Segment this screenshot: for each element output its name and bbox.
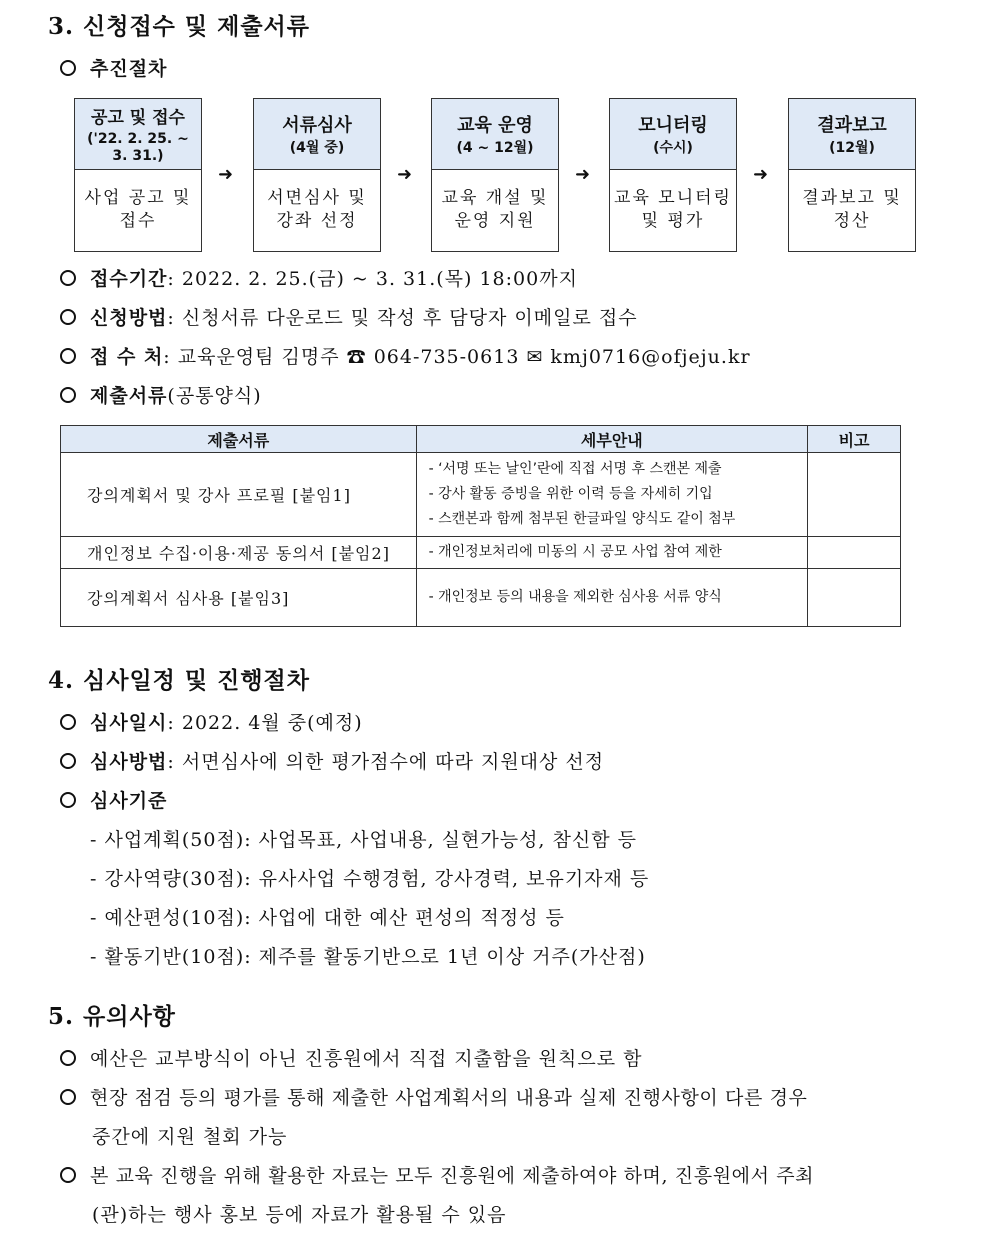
period-line: 접수기간: 2022. 2. 25.(금) ~ 3. 31.(목) 18:00까지 xyxy=(60,264,578,291)
circle-bullet-icon xyxy=(60,309,76,325)
circle-bullet-icon xyxy=(60,792,76,808)
note-item: 예산은 교부방식이 아닌 진흥원에서 직접 지출함을 원칙으로 함 xyxy=(60,1044,642,1071)
criteria-item: - 강사역량(30점): 유사사업 수행경험, 강사경력, 보유기자재 등 xyxy=(90,868,650,890)
circle-bullet-icon xyxy=(60,753,76,769)
circle-bullet-icon xyxy=(60,1167,76,1183)
circle-bullet-icon xyxy=(60,1089,76,1105)
docs-line: 제출서류(공통양식) xyxy=(60,381,262,408)
table-header: 비고 xyxy=(808,426,901,453)
doc-name: 강의계획서 및 강사 프로필 [붙임1] xyxy=(61,453,417,537)
circle-bullet-icon xyxy=(60,714,76,730)
doc-note xyxy=(808,569,901,627)
doc-detail: - ‘서명 또는 날인’란에 직접 서명 후 스캔본 제출 - 강사 활동 증빙을 위한 이력 등을 자세히 기입 - 스캔본과 함께 첨부된 한글파일 양식도 같이 첨부 xyxy=(416,453,808,537)
contact-line: 접 수 처: 교육운영팀 김명주 ☎ 064-735-0613 ✉ kmj0716@ofjeju.kr xyxy=(60,342,751,369)
circle-bullet-icon xyxy=(60,348,76,364)
section-4-title: 4. 심사일정 및 진행절차 xyxy=(48,667,310,694)
procedure-heading: 추진절차 xyxy=(60,54,167,81)
criteria-item: - 활동기반(10점): 제주를 활동기반으로 1년 이상 거주(가산점) xyxy=(90,946,646,968)
table-row xyxy=(61,537,901,569)
doc-note xyxy=(808,453,901,537)
circle-bullet-icon xyxy=(60,60,76,76)
process-step-1: 공고 및 접수 ('22. 2. 25. ~ 3. 31.) 사업 공고 및 접수 xyxy=(74,98,202,252)
criteria-item: - 예산편성(10점): 사업에 대한 예산 편성의 적정성 등 xyxy=(90,907,565,929)
note-item-continuation: (관)하는 행사 홍보 등에 자료가 활용될 수 있음 xyxy=(92,1204,507,1226)
doc-note xyxy=(808,537,901,569)
note-item: 본 교육 진행을 위해 활용한 자료는 모두 진흥원에 제출하여야 하며, 진흥원에서 주최 xyxy=(60,1161,814,1188)
doc-name: 개인정보 수집·이용·제공 동의서 [붙임2] xyxy=(61,537,417,569)
doc-detail: - 개인정보 등의 내용을 제외한 심사용 서류 양식 xyxy=(416,569,808,627)
arrow-right-icon: ➜ xyxy=(218,164,234,185)
table-header-row xyxy=(61,426,901,453)
doc-detail: - 개인정보처리에 미동의 시 공모 사업 참여 제한 xyxy=(416,537,808,569)
process-step-2: 서류심사 (4월 중) 서면심사 및 강좌 선정 xyxy=(253,98,381,252)
criteria-item: - 사업계획(50점): 사업목표, 사업내용, 실현가능성, 참신함 등 xyxy=(90,829,637,851)
method-line: 신청방법: 신청서류 다운로드 및 작성 후 담당자 이메일로 접수 xyxy=(60,303,638,330)
table-row xyxy=(61,453,901,537)
review-criteria-line: 심사기준 xyxy=(60,786,167,813)
circle-bullet-icon xyxy=(60,387,76,403)
section-5-title: 5. 유의사항 xyxy=(48,1003,176,1030)
process-step-4: 모니터링 (수시) 교육 모니터링 및 평가 xyxy=(609,98,737,252)
review-date-line: 심사일시: 2022. 4월 중(예정) xyxy=(60,708,363,735)
note-item-continuation: 중간에 지원 철회 가능 xyxy=(92,1126,288,1148)
arrow-right-icon: ➜ xyxy=(753,164,769,185)
process-step-3: 교육 운영 (4 ~ 12월) 교육 개설 및 운영 지원 xyxy=(431,98,559,252)
table-row xyxy=(61,569,901,627)
arrow-right-icon: ➜ xyxy=(397,164,413,185)
circle-bullet-icon xyxy=(60,270,76,286)
section-3-title: 3. 신청접수 및 제출서류 xyxy=(48,13,310,40)
submission-docs-table xyxy=(60,425,901,627)
table-header: 제출서류 xyxy=(61,426,417,453)
circle-bullet-icon xyxy=(60,1050,76,1066)
note-item: 현장 점검 등의 평가를 통해 제출한 사업계획서의 내용과 실제 진행사항이 다른 경우 xyxy=(60,1083,807,1110)
table-header: 세부안내 xyxy=(416,426,808,453)
doc-name: 강의계획서 심사용 [붙임3] xyxy=(61,569,417,627)
process-step-5: 결과보고 (12월) 결과보고 및 정산 xyxy=(788,98,916,252)
arrow-right-icon: ➜ xyxy=(575,164,591,185)
review-method-line: 심사방법: 서면심사에 의한 평가점수에 따라 지원대상 선정 xyxy=(60,747,604,774)
